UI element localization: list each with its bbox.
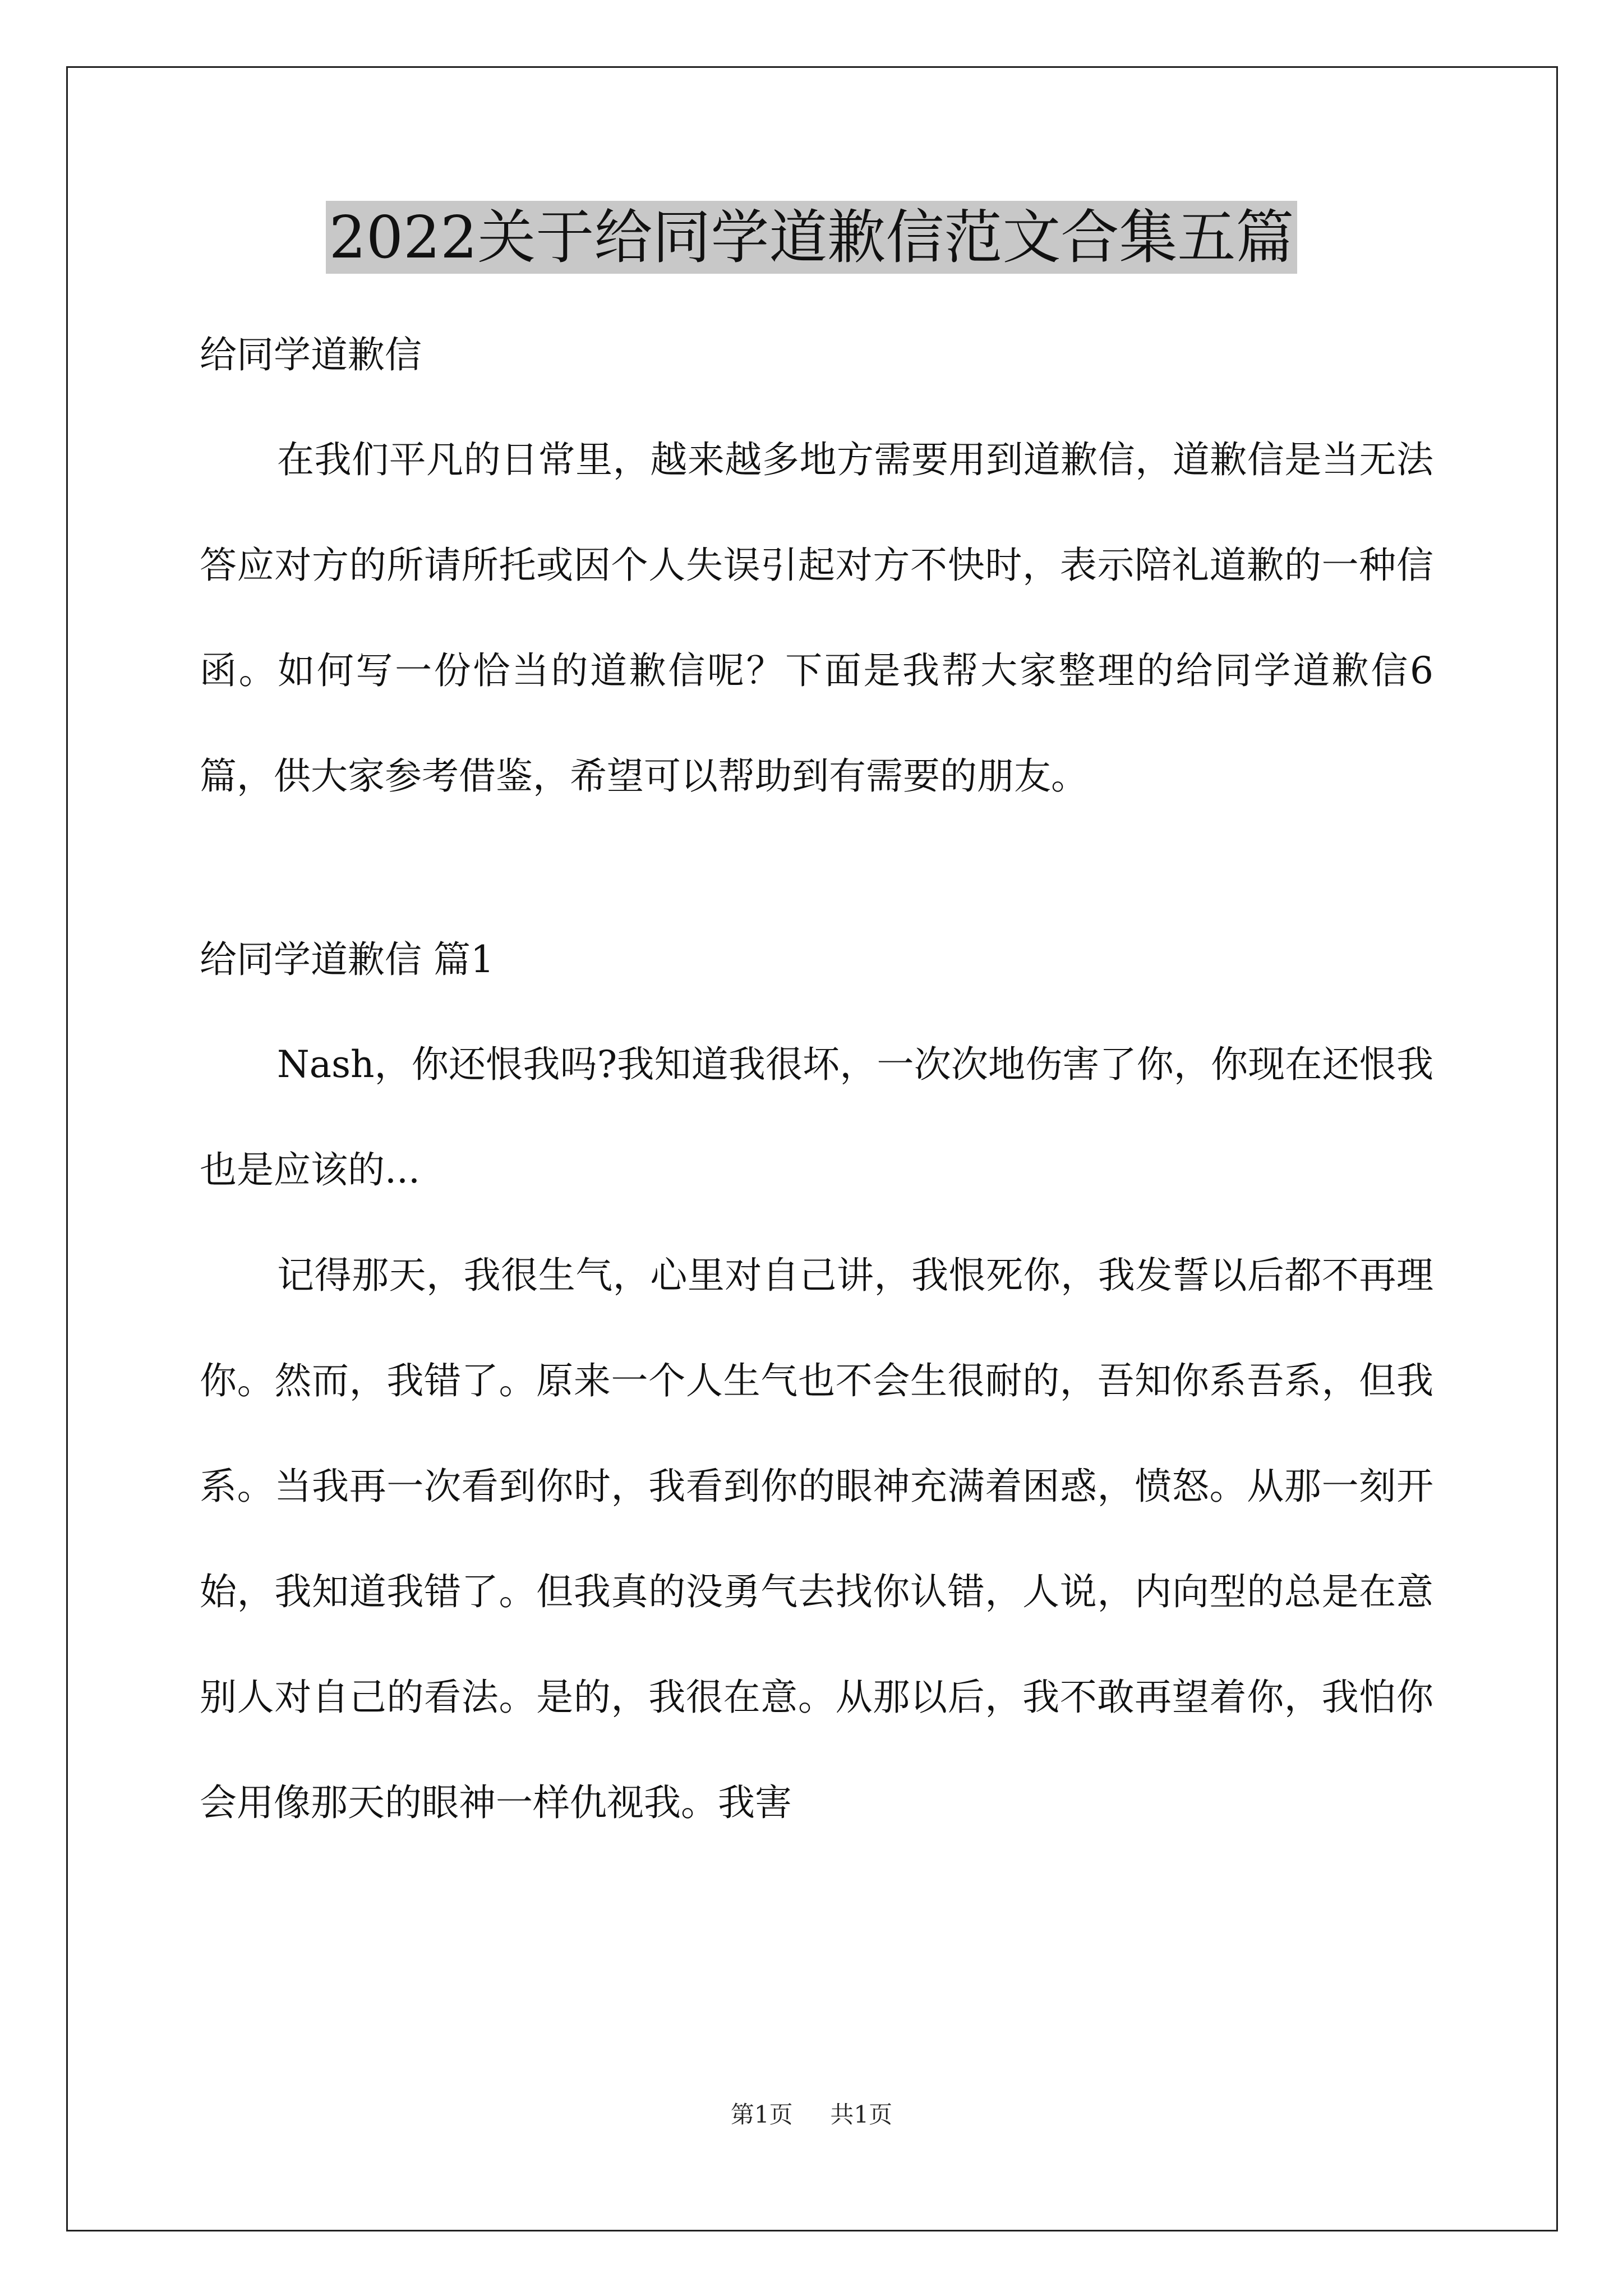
- document-body: [200, 303, 1433, 1856]
- page-number-current: 第1页: [730, 2101, 793, 2128]
- page-number-total: 共1页: [830, 2101, 893, 2128]
- document-title: 2022关于给同学道歉信范文合集五篇: [326, 201, 1298, 274]
- title-wrap: [0, 201, 1623, 274]
- section1-heading: 给同学道歉信 篇1: [200, 938, 494, 981]
- section1-paragraph-2: 记得那天，我很生气，心里对自己讲，我恨死你，我发誓以后都不再理你。然而，我错了。原来一个人生气也不会生很耐的，吾知你系吾系，但我系。当我再一次看到你时，我看到你的眼神充满着困惑，愤怒。从那一刻开始，我知道我错了。但我真的没勇气去找你认错，人说，内向型的总是在意别人对自己的看法。是的，我很在意。从那以后，我不敢再望着你，我怕你会用像那天的眼神一样仇视我。我害: [200, 1254, 1433, 1824]
- section1-paragraph-1: Nash，你还恨我吗?我知道我很坏，一次次地伤害了你，你现在还恨我也是应该的...: [200, 1043, 1433, 1191]
- section-gap: [200, 829, 1433, 908]
- intro-heading: 给同学道歉信: [200, 333, 422, 376]
- intro-paragraph: 在我们平凡的日常里，越来越多地方需要用到道歉信，道歉信是当无法答应对方的所请所托或因个人失误引起对方不快时，表示陪礼道歉的一种信函。如何写一份恰当的道歉信呢？下面是我帮大家整理的给同学道歉信6篇，供大家参考借鉴，希望可以帮助到有需要的朋友。: [200, 438, 1433, 798]
- page-footer: [0, 2098, 1623, 2132]
